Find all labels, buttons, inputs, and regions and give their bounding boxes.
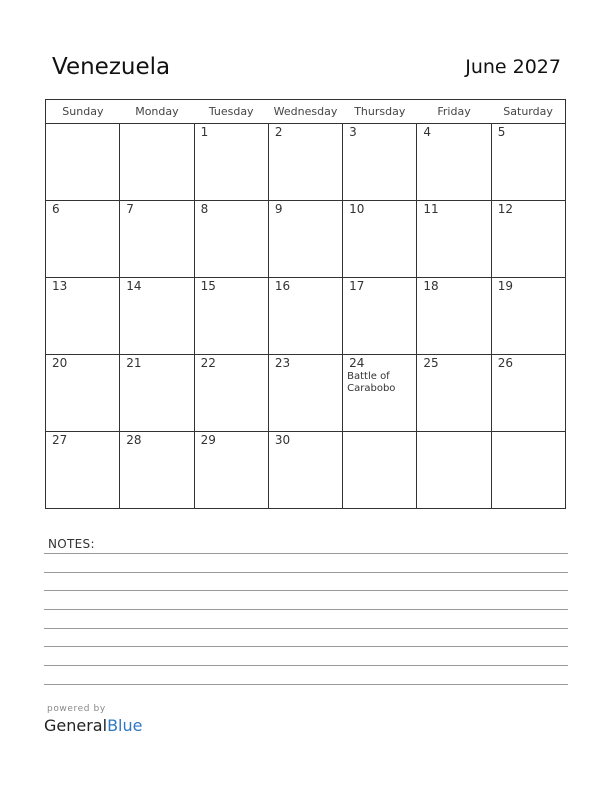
day-number: 25 (423, 356, 439, 370)
note-line (44, 628, 568, 629)
note-line (44, 646, 568, 647)
day-cell (343, 201, 417, 278)
note-line (44, 590, 568, 591)
day-cell (491, 201, 565, 278)
weekday-header-row (46, 100, 566, 124)
note-line (44, 609, 568, 610)
day-number: 1 (200, 125, 209, 139)
generalblue-logo (44, 716, 142, 735)
day-cell (268, 432, 342, 509)
day-cell (417, 124, 491, 201)
weekday-header: Thursday (343, 100, 417, 124)
calendar-country-title: Venezuela (52, 54, 171, 80)
day-number: 14 (126, 279, 142, 293)
day-number: 3 (349, 125, 357, 139)
day-cell (120, 355, 194, 432)
note-line (44, 572, 568, 573)
day-number: 8 (200, 202, 209, 216)
day-number: 24 (349, 356, 365, 370)
day-number: 17 (349, 279, 365, 293)
day-cell (46, 201, 120, 278)
day-number: 27 (52, 433, 68, 447)
weekday-header: Monday (120, 100, 194, 124)
day-cell-holiday (343, 355, 417, 432)
logo-general-text: General (44, 716, 108, 735)
day-cell (46, 124, 120, 201)
day-cell (343, 278, 417, 355)
day-number: 11 (423, 202, 439, 216)
day-cell (268, 355, 342, 432)
day-number: 29 (200, 433, 216, 447)
day-cell (46, 432, 120, 509)
day-cell (120, 432, 194, 509)
day-cell (194, 124, 268, 201)
day-number: 13 (52, 279, 68, 293)
day-cell (417, 278, 491, 355)
logo-blue-text: Blue (107, 716, 143, 735)
month-calendar-grid (45, 99, 566, 509)
day-number: 30 (274, 433, 291, 447)
day-cell (417, 201, 491, 278)
week-row (46, 432, 566, 509)
note-line (44, 684, 568, 685)
day-cell (194, 432, 268, 509)
day-number: 5 (497, 125, 506, 139)
day-number: 2 (274, 125, 283, 139)
holiday-label: Battle of Carabobo (347, 371, 396, 394)
weekday-header: Wednesday (268, 100, 342, 124)
day-number: 16 (274, 279, 291, 293)
day-cell (491, 432, 565, 509)
day-cell (194, 278, 268, 355)
day-number: 26 (497, 356, 513, 370)
day-number: 15 (200, 279, 216, 293)
day-cell (46, 355, 120, 432)
day-number: 28 (126, 433, 142, 447)
week-row (46, 124, 566, 201)
note-line (44, 553, 568, 554)
weekday-header: Friday (417, 100, 491, 124)
day-cell (491, 124, 565, 201)
day-cell (120, 278, 194, 355)
day-cell (194, 201, 268, 278)
day-cell (268, 124, 342, 201)
note-line (44, 665, 568, 666)
day-number (492, 432, 565, 433)
day-cell (194, 355, 268, 432)
day-number: 4 (423, 125, 432, 139)
day-cell (343, 432, 417, 509)
powered-by-text: powered by (47, 704, 106, 714)
week-row (46, 355, 566, 432)
calendar-month-year: June 2027 (465, 56, 561, 78)
day-number (343, 432, 416, 433)
day-cell (417, 432, 491, 509)
day-number: 7 (126, 202, 134, 216)
day-cell (417, 355, 491, 432)
day-number: 21 (126, 356, 142, 370)
day-cell (46, 278, 120, 355)
weekday-header: Tuesday (194, 100, 268, 124)
day-number: 10 (349, 202, 365, 216)
day-number (417, 432, 490, 433)
day-cell (491, 278, 565, 355)
day-cell (268, 201, 342, 278)
day-number: 22 (200, 356, 216, 370)
day-cell (343, 124, 417, 201)
day-cell (120, 124, 194, 201)
day-cell (491, 355, 565, 432)
day-number: 9 (274, 202, 283, 216)
day-number: 19 (497, 279, 513, 293)
weekday-header: Sunday (46, 100, 120, 124)
day-number: 23 (274, 356, 291, 370)
day-number: 18 (423, 279, 439, 293)
day-number: 20 (52, 356, 68, 370)
day-number (120, 124, 193, 125)
day-cell (120, 201, 194, 278)
day-number: 6 (52, 202, 60, 216)
week-row (46, 278, 566, 355)
day-number: 12 (497, 202, 513, 216)
day-number (46, 124, 119, 125)
notes-label: NOTES: (48, 537, 95, 551)
week-row (46, 201, 566, 278)
day-cell (268, 278, 342, 355)
weekday-header: Saturday (491, 100, 565, 124)
